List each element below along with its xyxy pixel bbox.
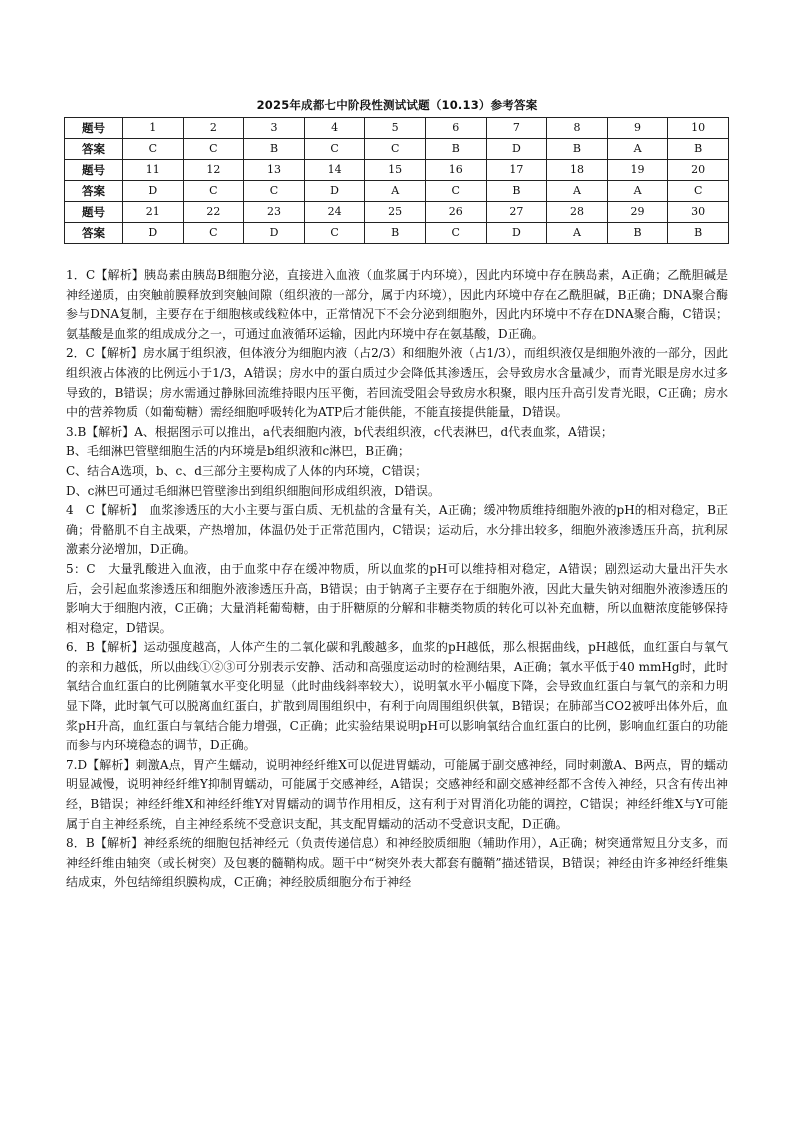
table-cell: 12 <box>183 160 244 181</box>
explanation-paragraph: 6．B【解析】运动强度越高，人体产生的二氧化碳和乳酸越多，血浆的pH越低，那么根据曲线，pH越低，血红蛋白与氧气的亲和力越低，所以曲线①②③可分别表示安静、活动和高强度运动时的检测结果，A正确；氧水平低于40 mmHg时，此时氧结合血红蛋白的比例随氧水平变化明显（此时曲线斜率较大），说明氧水平小幅度下降，会导致血红蛋白与氧气的亲和力明显下降，此时氧气可以脱离血红蛋白，扩散到周围组织中，有利于向周围组织供氧，B错误；在肺部当CO2被呼出体外后，血浆pH升高，血红蛋白与氧结合能力增强，C正确；此实验结果说明pH可以影响氧结合血红蛋白的比例，影响血红蛋白的功能而参与内环境稳态的调节，D正确。 <box>66 640 728 753</box>
table-cell: 5 <box>365 118 426 139</box>
table-cell: C <box>183 223 244 244</box>
table-row <box>65 181 729 202</box>
explanation-section <box>66 266 728 893</box>
table-cell: 11 <box>123 160 184 181</box>
explanation-paragraph: 8．B【解析】神经系统的细胞包括神经元（负责传递信息）和神经胶质细胞（辅助作用），A正确；树突通常短且分支多，而神经纤维由轴突（或长树突）及包裹的髓鞘构成。题干中“树突外表大都套有髓鞘”描述错误，B错误；神经由许多神经纤维集结成束，外包结缔组织膜构成，C正确；神经胶质细胞分布于神经 <box>66 836 728 890</box>
page-title: 2025年成都七中阶段性测试试题（10.13）参考答案 <box>256 98 538 112</box>
row-label: 答案 <box>65 223 123 244</box>
table-cell: 10 <box>668 118 729 139</box>
table-row <box>65 160 729 181</box>
explanation-paragraph: 3.B【解析】A、根据图示可以推出，a代表细胞内液，b代表组织液，c代表淋巴，d代表血浆，A错误； <box>66 424 613 439</box>
table-cell: C <box>425 223 486 244</box>
table-cell: B <box>668 223 729 244</box>
table-cell: 19 <box>607 160 668 181</box>
table-cell: B <box>607 223 668 244</box>
table-cell: 6 <box>425 118 486 139</box>
table-cell: 17 <box>486 160 547 181</box>
table-cell: 24 <box>304 202 365 223</box>
table-cell: 13 <box>244 160 305 181</box>
table-cell: 2 <box>183 118 244 139</box>
table-cell: D <box>123 223 184 244</box>
table-cell: 8 <box>547 118 608 139</box>
table-cell: 21 <box>123 202 184 223</box>
table-cell: D <box>304 181 365 202</box>
table-cell: B <box>668 139 729 160</box>
table-cell: A <box>365 181 426 202</box>
table-cell: A <box>547 223 608 244</box>
table-cell: D <box>486 223 547 244</box>
table-cell: 20 <box>668 160 729 181</box>
explanation-paragraph: C、结合A选项，b、c、d三部分主要构成了人体的内环境，C错误； <box>66 463 428 478</box>
table-cell: A <box>607 139 668 160</box>
table-cell: C <box>365 139 426 160</box>
table-cell: 14 <box>304 160 365 181</box>
table-cell: D <box>123 181 184 202</box>
table-row <box>65 202 729 223</box>
table-row <box>65 223 729 244</box>
table-cell: 15 <box>365 160 426 181</box>
explanation-paragraph: 7.D【解析】刺激A点，胃产生蠕动，说明神经纤维X可以促进胃蠕动，可能属于副交感神经，同时刺激A、B两点，胃的蠕动明显减慢，说明神经纤维Y抑制胃蠕动，可能属于交感神经，A错误；交感神经和副交感神经都不含传入神经，只含有传出神经，B错误；神经纤维X和神经纤维Y对胃蠕动的调节作用相反，这有利于对胃消化功能的调控，C错误；神经纤维X与Y可能属于自主神经系统，自主神经系统不受意识支配，其支配胃蠕动的活动不受意识支配，D正确。 <box>66 757 728 831</box>
explanation-paragraph: 4 C【解析】 血浆渗透压的大小主要与蛋白质、无机盐的含量有关，A正确；缓冲物质维持细胞外液的pH的相对稳定，B正确；骨骼肌不自主战栗，产热增加，体温仍处于正常范围内，C错误；运动后，水分排出较多，细胞外液渗透压升高，抗利尿激素分泌增加，D正确。 <box>66 503 728 557</box>
table-cell: D <box>486 139 547 160</box>
explanation-paragraph: 5：C 大量乳酸进入血液，由于血浆中存在缓冲物质，所以血浆的pH可以维持相对稳定，A错误；剧烈运动大量出汗失水后，会引起血浆渗透压和细胞外液渗透压升高，B错误；由于钠离子主要存在于细胞外液，因此大量失钠对细胞外液渗透压的影响大于细胞内液，C正确；大量消耗葡萄糖，由于肝糖原的分解和非糖类物质的转化可以补充血糖，所以血糖浓度能够保持相对稳定，D错误。 <box>66 561 728 635</box>
table-cell: 18 <box>547 160 608 181</box>
table-cell: A <box>547 181 608 202</box>
answer-table <box>64 117 729 244</box>
table-cell: 3 <box>244 118 305 139</box>
table-cell: C <box>183 181 244 202</box>
table-cell: 9 <box>607 118 668 139</box>
table-cell: B <box>425 139 486 160</box>
table-cell: 1 <box>123 118 184 139</box>
table-cell: D <box>244 223 305 244</box>
table-cell: C <box>425 181 486 202</box>
row-label: 题号 <box>65 160 123 181</box>
explanation-paragraph: 2．C【解析】房水属于组织液，但体液分为细胞内液（占2/3）和细胞外液（占1/3），而组织液仅是细胞外液的一部分，因此组织液占体液的比例远小于1/3，A错误；房水中的蛋白质过少会降低其渗透压，会导致房水含量减少，而青光眼是房水过多导致的，B错误；房水需通过静脉回流维持眼内压平衡，若回流受阻会导致房水积聚，眼内压升高引发青光眼，C正确；房水中的营养物质（如葡萄糖）需经细胞呼吸转化为ATP后才能供能，不能直接提供能量，D错误。 <box>66 346 728 420</box>
table-cell: 22 <box>183 202 244 223</box>
table-cell: 23 <box>244 202 305 223</box>
table-cell: 4 <box>304 118 365 139</box>
table-row <box>65 139 729 160</box>
table-cell: B <box>365 223 426 244</box>
row-label: 题号 <box>65 202 123 223</box>
explanation-paragraph: B、毛细淋巴管壁细胞生活的内环境是b组织液和c淋巴，B正确； <box>66 444 411 459</box>
table-cell: B <box>244 139 305 160</box>
table-cell: 30 <box>668 202 729 223</box>
table-cell: C <box>183 139 244 160</box>
table-cell: 29 <box>607 202 668 223</box>
table-cell: 26 <box>425 202 486 223</box>
table-cell: 16 <box>425 160 486 181</box>
row-label: 答案 <box>65 181 123 202</box>
table-cell: C <box>244 181 305 202</box>
table-cell: C <box>304 139 365 160</box>
table-cell: C <box>123 139 184 160</box>
table-cell: 7 <box>486 118 547 139</box>
table-cell: A <box>607 181 668 202</box>
row-label: 答案 <box>65 139 123 160</box>
table-cell: B <box>486 181 547 202</box>
table-row <box>65 118 729 139</box>
table-cell: C <box>304 223 365 244</box>
table-cell: C <box>668 181 729 202</box>
table-cell: 28 <box>547 202 608 223</box>
table-cell: 25 <box>365 202 426 223</box>
row-label: 题号 <box>65 118 123 139</box>
explanation-paragraph: D、c淋巴可通过毛细淋巴管壁渗出到组织细胞间形成组织液，D错误。 <box>66 483 440 498</box>
table-cell: 27 <box>486 202 547 223</box>
table-cell: B <box>547 139 608 160</box>
explanation-paragraph: 1．C【解析】胰岛素由胰岛B细胞分泌，直接进入血液（血浆属于内环境），因此内环境中存在胰岛素，A正确；乙酰胆碱是神经递质，由突触前膜释放到突触间隙（组织液的一部分，属于内环境），因此内环境中存在乙酰胆碱，B正确；DNA聚合酶参与DNA复制，主要存在于细胞核或线粒体中，正常情况下不会分泌到细胞外，因此内环境中不存在DNA聚合酶，C错误；氨基酸是血浆的组成成分之一，可通过血液循环运输，因此内环境中存在氨基酸，D正确。 <box>66 268 728 341</box>
